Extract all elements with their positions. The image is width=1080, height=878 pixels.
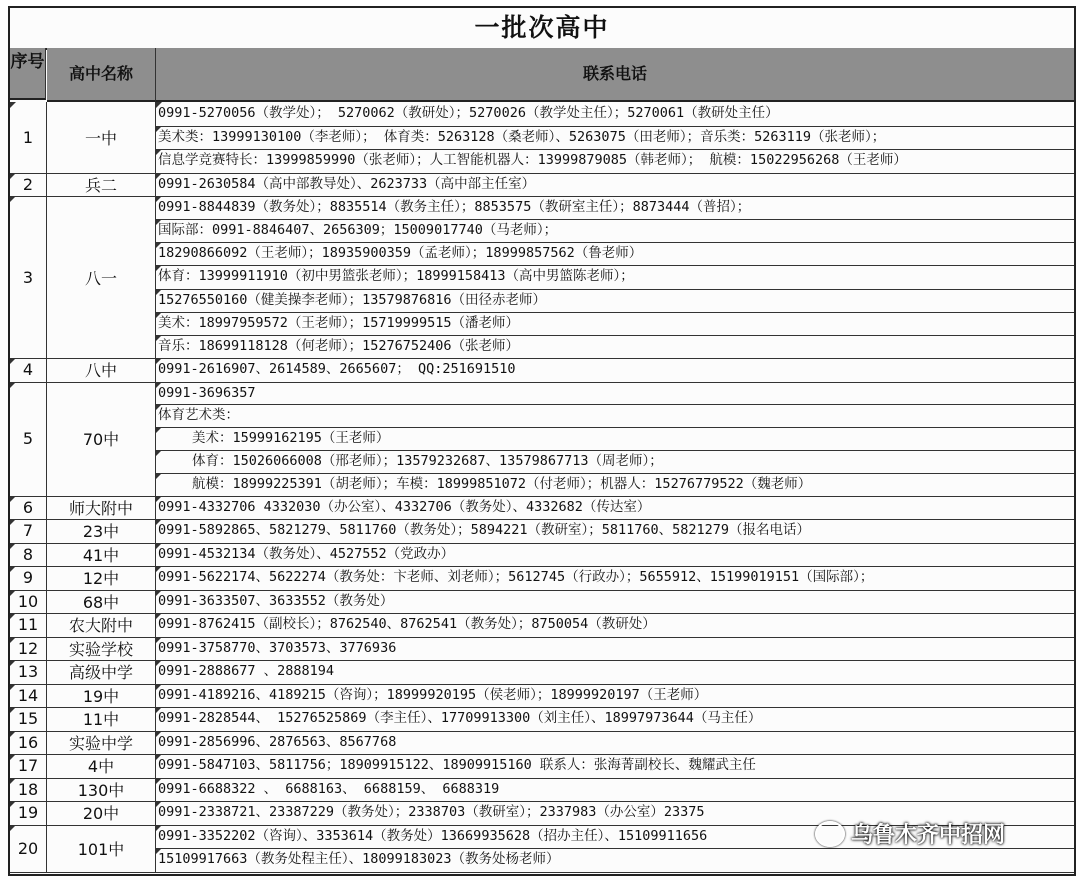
- row-seq: 4: [10, 358, 47, 382]
- row-contact: [156, 196, 1074, 358]
- row-school-name: 41中: [47, 543, 156, 567]
- cell-marker: [156, 312, 162, 318]
- row-school-name: 八一: [47, 196, 156, 358]
- row-seq: 7: [10, 519, 47, 543]
- contact-line: 15276550160（健美操李老师）；13579876816（田径赤老师）: [158, 291, 547, 308]
- cell-marker: [10, 778, 16, 784]
- row-seq: 10: [10, 590, 47, 614]
- cell-marker: [10, 102, 16, 108]
- watermark: [815, 818, 1005, 849]
- row-contact: [156, 731, 1074, 755]
- row-school-name: 101中: [47, 825, 156, 872]
- table-row: [10, 613, 1074, 638]
- cell-marker: [156, 825, 162, 831]
- contact-table: [8, 6, 1076, 876]
- row-school-name: 4中: [47, 754, 156, 778]
- cell-marker: [156, 519, 162, 525]
- contact-line: 0991-3758770、3703573、3776936: [158, 639, 397, 656]
- cell-marker: [10, 173, 16, 179]
- cell-marker: [156, 637, 162, 643]
- cell-marker: [10, 566, 16, 572]
- cell-marker: [156, 265, 162, 271]
- cell-marker: [156, 566, 162, 572]
- row-school-name: 130中: [47, 778, 156, 802]
- cell-marker: [156, 778, 162, 784]
- table-row: [10, 778, 1074, 803]
- contact-line: 美术：18997959572（王老师）；15719999515（潘老师）: [158, 314, 520, 331]
- contact-line: 0991-6688322 、 6688163、 6688159、 6688319: [158, 780, 500, 797]
- row-school-name: 农大附中: [47, 613, 156, 637]
- cell-marker: [156, 731, 162, 737]
- contact-line: 0991-3352202（咨询）、3353614（教务处）13669935628（招办主任）、15109911656: [158, 827, 708, 844]
- row-seq: 9: [10, 566, 47, 590]
- row-contact: [156, 496, 1074, 520]
- cell-marker: [10, 731, 16, 737]
- contact-line: 0991-5892865、5821279、5811760（教务处）；5894221（教研室）；5811760、5821279（报名电话）: [158, 522, 811, 538]
- contact-line: 15109917663（教务处程主任）、18099183023（教务处杨老师）: [158, 851, 560, 867]
- cell-marker: [10, 825, 16, 831]
- row-school-name: 师大附中: [47, 496, 156, 520]
- cell-marker: [156, 404, 162, 410]
- row-seq: 12: [10, 637, 47, 661]
- row-contact: [156, 684, 1074, 708]
- row-seq: 13: [10, 660, 47, 684]
- contact-line: 0991-2888677 、2888194: [158, 663, 335, 679]
- contact-line: 音乐：18699118128（何老师）；15276752406（张老师）: [158, 337, 520, 354]
- header-contact: 联系电话: [156, 48, 1074, 102]
- contact-line: 0991-5622174、5622274（教务处：卞老师、刘老师）；5612745（行政办）；5655912、15199019151（国际部）；: [158, 569, 874, 585]
- table-row: [10, 566, 1074, 591]
- row-contact: [156, 637, 1074, 661]
- row-school-name: 实验学校: [47, 637, 156, 661]
- header-school-name: 高中名称: [47, 48, 156, 102]
- header-seq: 序号: [10, 48, 46, 100]
- contact-line: 体育：15026066008（邢老师）；13579232687、13579867713（周老师）；: [192, 452, 663, 469]
- contact-line: 0991-5270056（教学处）； 5270062（教研处）；5270026（教学处主任）；5270061（教研处主任）: [158, 105, 779, 121]
- table-row: [10, 754, 1074, 779]
- cell-marker: [156, 289, 162, 295]
- cell-marker: [156, 149, 162, 155]
- row-school-name: 一中: [47, 102, 156, 173]
- row-seq: 3: [10, 196, 47, 358]
- row-school-name: 11中: [47, 707, 156, 731]
- contact-line: 0991-8762415（副校长）；8762540、8762541（教务处）；8750054（教研处）: [158, 616, 656, 632]
- row-contact: [156, 566, 1074, 590]
- contact-line: 信息学竞赛特长：13999859990（张老师）；人工智能机器人：13999879085（韩老师）； 航模：15022956268（王老师）: [158, 152, 907, 168]
- row-contact: [156, 778, 1074, 802]
- contact-line: 0991-4332706 4332030（办公室）、4332706（教务处）、4332682（传达室）: [158, 498, 651, 515]
- row-seq: 2: [10, 173, 47, 197]
- row-contact: [156, 519, 1074, 543]
- cell-marker: [10, 196, 16, 202]
- row-school-name: 19中: [47, 684, 156, 708]
- table-row: [10, 684, 1074, 709]
- cell-marker: [156, 613, 162, 619]
- row-seq: 11: [10, 613, 47, 637]
- table-row: [10, 660, 1074, 685]
- contact-line: 0991-2630584（高中部教导处）、2623733（高中部主任室）: [158, 175, 536, 192]
- cell-marker: [10, 637, 16, 643]
- table-row: [10, 382, 1074, 497]
- row-contact: [156, 173, 1074, 197]
- cell-marker: [156, 219, 162, 225]
- table-row: [10, 707, 1074, 732]
- cell-marker: [10, 707, 16, 713]
- row-contact: [156, 543, 1074, 567]
- cell-marker: [156, 126, 162, 132]
- row-seq: 8: [10, 543, 47, 567]
- row-contact: [156, 613, 1074, 637]
- table-row: [10, 519, 1074, 544]
- row-school-name: 20中: [47, 801, 156, 825]
- cell-marker: [156, 358, 162, 364]
- row-seq: 18: [10, 778, 47, 802]
- cell-marker: [156, 196, 162, 202]
- contact-line: 体育：13999911910（初中男篮张老师）；18999158413（高中男篮陈老师）；: [158, 268, 634, 285]
- contact-line: 0991-5847103、5811756；18909915122、18909915160 联系人：张海菁副校长、魏耀武主任: [158, 757, 756, 773]
- wechat-icon: [815, 821, 845, 847]
- cell-marker: [156, 660, 162, 666]
- cell-marker: [156, 707, 162, 713]
- row-school-name: 八中: [47, 358, 156, 382]
- row-school-name: 兵二: [47, 173, 156, 197]
- row-school-name: 68中: [47, 590, 156, 614]
- contact-line: 0991-3696357: [158, 384, 256, 401]
- row-school-name: 23中: [47, 519, 156, 543]
- cell-marker: [10, 590, 16, 596]
- row-school-name: 12中: [47, 566, 156, 590]
- table-row: [10, 196, 1074, 359]
- row-seq: 1: [10, 102, 47, 173]
- row-school-name: 70中: [47, 382, 156, 496]
- cell-marker: [10, 801, 16, 807]
- table-row: [10, 496, 1074, 521]
- table-title: 一批次高中: [10, 8, 1074, 50]
- row-seq: 19: [10, 801, 47, 825]
- cell-marker: [156, 173, 162, 179]
- contact-line: 0991-4189216、4189215（咨询）；18999920195（侯老师）；18999920197（王老师）: [158, 686, 708, 703]
- table-row: [10, 102, 1074, 174]
- cell-marker: [156, 473, 162, 479]
- cell-marker: [156, 427, 162, 433]
- row-school-name: 高级中学: [47, 660, 156, 684]
- row-seq: 20: [10, 825, 47, 872]
- cell-marker: [10, 543, 16, 549]
- contact-line: 0991-2856996、2876563、8567768: [158, 733, 397, 750]
- row-contact: [156, 382, 1074, 496]
- row-contact: [156, 660, 1074, 684]
- contact-line: 体育艺术类：: [158, 407, 239, 424]
- contact-line: 0991-3633507、3633552（教务处）: [158, 592, 394, 609]
- contact-line: 国际部：0991-8846407、2656309；15009017740（马老师）；: [158, 222, 558, 239]
- watermark-text: 乌鲁木齐中招网: [851, 823, 1006, 848]
- row-contact: [156, 707, 1074, 731]
- contact-line: 0991-4532134（教务处）、4527552（党政办）: [158, 545, 455, 562]
- row-seq: 5: [10, 382, 47, 496]
- table-row: [10, 173, 1074, 198]
- cell-marker: [156, 242, 162, 248]
- table-row: [10, 358, 1074, 383]
- row-contact: [156, 754, 1074, 778]
- cell-marker: [156, 382, 162, 388]
- cell-marker: [10, 660, 16, 666]
- table-row: [10, 731, 1074, 756]
- cell-marker: [10, 684, 16, 690]
- cell-marker: [156, 848, 162, 854]
- table-row: [10, 590, 1074, 615]
- table-row: [10, 543, 1074, 568]
- contact-line: 航模：18999225391（胡老师）；车模：18999851072（付老师）；机器人：15276779522（魏老师）: [192, 475, 812, 492]
- row-seq: 6: [10, 496, 47, 520]
- cell-marker: [156, 335, 162, 341]
- table-row: [10, 637, 1074, 662]
- contact-line: 0991-2616907、2614589、2665607； QQ:251691510: [158, 361, 516, 377]
- cell-marker: [156, 754, 162, 760]
- contact-line: 美术：15999162195（王老师）: [192, 430, 390, 447]
- contact-line: 0991-8844839（教务处）；8835514（教务主任）；8853575（教研室主任）；8873444（普招）；: [158, 199, 751, 215]
- cell-marker: [156, 496, 162, 502]
- cell-marker: [156, 684, 162, 690]
- cell-marker: [10, 496, 16, 502]
- contact-line: 0991-2828544、 15276525869（李主任）、17709913300（刘主任）、18997973644（马主任）: [158, 710, 762, 726]
- row-seq: 17: [10, 754, 47, 778]
- row-seq: 16: [10, 731, 47, 755]
- contact-line: 18290866092（王老师）；18935900359（孟老师）；18999857562（鲁老师）: [158, 245, 643, 262]
- cell-marker: [10, 754, 16, 760]
- row-contact: [156, 102, 1074, 173]
- row-school-name: 实验中学: [47, 731, 156, 755]
- row-contact: [156, 590, 1074, 614]
- cell-marker: [10, 613, 16, 619]
- contact-line: 美术类：13999130100（李老师）； 体育类：5263128（桑老师）、5263075（田老师）；音乐类：5263119（张老师）；: [158, 128, 886, 145]
- row-seq: 15: [10, 707, 47, 731]
- cell-marker: [156, 102, 162, 108]
- cell-marker: [10, 358, 16, 364]
- cell-marker: [10, 519, 16, 525]
- cell-marker: [156, 543, 162, 549]
- cell-marker: [156, 450, 162, 456]
- row-seq: 14: [10, 684, 47, 708]
- row-contact: [156, 358, 1074, 382]
- contact-line: 0991-2338721、23387229（教务处）；2338703（教研室）；2337983（办公室）23375: [158, 804, 705, 820]
- cell-marker: [156, 590, 162, 596]
- cell-marker: [10, 382, 16, 388]
- cell-marker: [156, 801, 162, 807]
